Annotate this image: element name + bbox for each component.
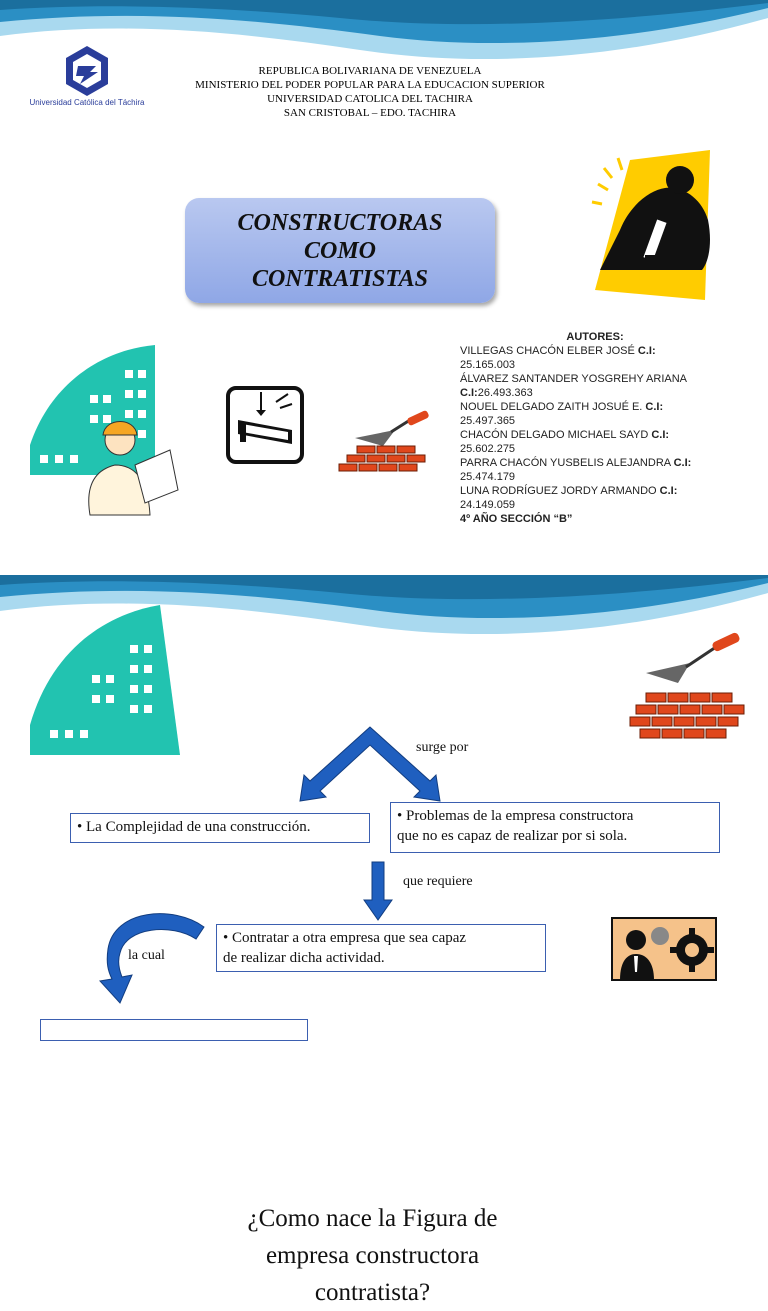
university-logo: [22, 44, 152, 114]
author-ci: 25.165.003: [460, 359, 516, 371]
complexity-box: [70, 813, 370, 843]
slide-2: [0, 575, 768, 1306]
authors-heading: AUTORES:: [566, 331, 624, 343]
ci-label: C.I:: [645, 401, 664, 413]
split-arrow-icon: [300, 723, 440, 803]
contract-line: • Contratar a otra empresa que sea capaz: [223, 930, 467, 946]
author-entry: [460, 344, 730, 372]
header-line: UNIVERSIDAD CATOLICA DEL TACHIRA: [267, 93, 473, 105]
question-line: contratista?: [314, 1279, 431, 1306]
problems-line: • Problemas de la empresa constructora: [397, 808, 634, 824]
ci-label: C.I:: [651, 429, 670, 441]
question-line: empresa constructora: [265, 1242, 480, 1269]
university-logo-text: Universidad Católica del Táchira: [29, 98, 145, 107]
slide-divider: [0, 548, 768, 576]
trowel-bricks-icon: [628, 633, 746, 741]
next-box-partial: [40, 1019, 308, 1041]
la-cual-label: la cual: [128, 948, 165, 963]
author-ci: 25.497.365: [460, 415, 516, 427]
question-title: [200, 1200, 545, 1311]
jackhammer-worker-icon: [590, 150, 730, 310]
author-name: ÁLVAREZ SANTANDER YOSGREHY ARIANA: [460, 373, 687, 385]
author-name: CHACÓN DELGADO MICHAEL SAYD: [460, 429, 649, 441]
title-line: COMO: [303, 237, 376, 264]
title-line: CONTRATISTAS: [251, 265, 429, 292]
question-line: ¿Como nace la Figura de: [247, 1205, 498, 1232]
problems-box: [390, 802, 720, 853]
buildings-icon: [30, 605, 180, 760]
section-label: 4º AÑO SECCIÓN “B”: [460, 513, 573, 525]
crane-beam-icon: [226, 386, 304, 464]
que-requiere-label: que requiere: [403, 874, 473, 889]
author-ci: 24.149.059: [460, 499, 516, 511]
institution-header: [170, 64, 570, 120]
ci-label: C.I:: [673, 457, 692, 469]
author-ci: 26.493.363: [477, 387, 533, 399]
author-name: PARRA CHACÓN YUSBELIS ALEJANDRA: [460, 457, 671, 469]
problems-line: que no es capaz de realizar por si sola.: [397, 828, 628, 844]
header-line: REPUBLICA BOLIVARIANA DE VENEZUELA: [258, 65, 482, 77]
author-entry: [460, 372, 730, 400]
surge-por-label: surge por: [416, 740, 469, 755]
complexity-text: • La Complejidad de una construcción.: [77, 819, 311, 835]
presentation-title: [185, 198, 495, 303]
header-line: SAN CRISTOBAL – EDO. TACHIRA: [283, 107, 457, 119]
trowel-bricks-icon: [335, 408, 435, 476]
author-name: VILLEGAS CHACÓN ELBER JOSÉ: [460, 345, 635, 357]
authors-list: [460, 330, 730, 526]
title-line: CONSTRUCTORAS: [237, 209, 443, 236]
engineer-buildings-icon: [30, 345, 180, 520]
author-ci: 25.602.275: [460, 443, 516, 455]
author-entry: [460, 400, 730, 428]
author-entry: [460, 428, 730, 456]
author-entry: [460, 484, 730, 512]
slide-1: [0, 0, 768, 525]
ci-label: C.I:: [659, 485, 678, 497]
contract-line: de realizar dicha actividad.: [223, 950, 385, 966]
university-emblem-icon: [22, 44, 152, 102]
author-name: NOUEL DELGADO ZAITH JOSUÉ E.: [460, 401, 643, 413]
author-ci: 25.474.179: [460, 471, 516, 483]
author-entry: [460, 456, 730, 484]
down-arrow-icon: [364, 862, 392, 920]
header-line: MINISTERIO DEL PODER POPULAR PARA LA EDUCACION SUPERIOR: [195, 79, 545, 91]
ci-label: C.I:: [460, 387, 478, 399]
author-name: LUNA RODRÍGUEZ JORDY ARMANDO: [460, 485, 657, 497]
gears-businessman-icon: [612, 918, 716, 980]
contract-box: [216, 924, 546, 972]
ci-label: C.I:: [637, 345, 656, 357]
